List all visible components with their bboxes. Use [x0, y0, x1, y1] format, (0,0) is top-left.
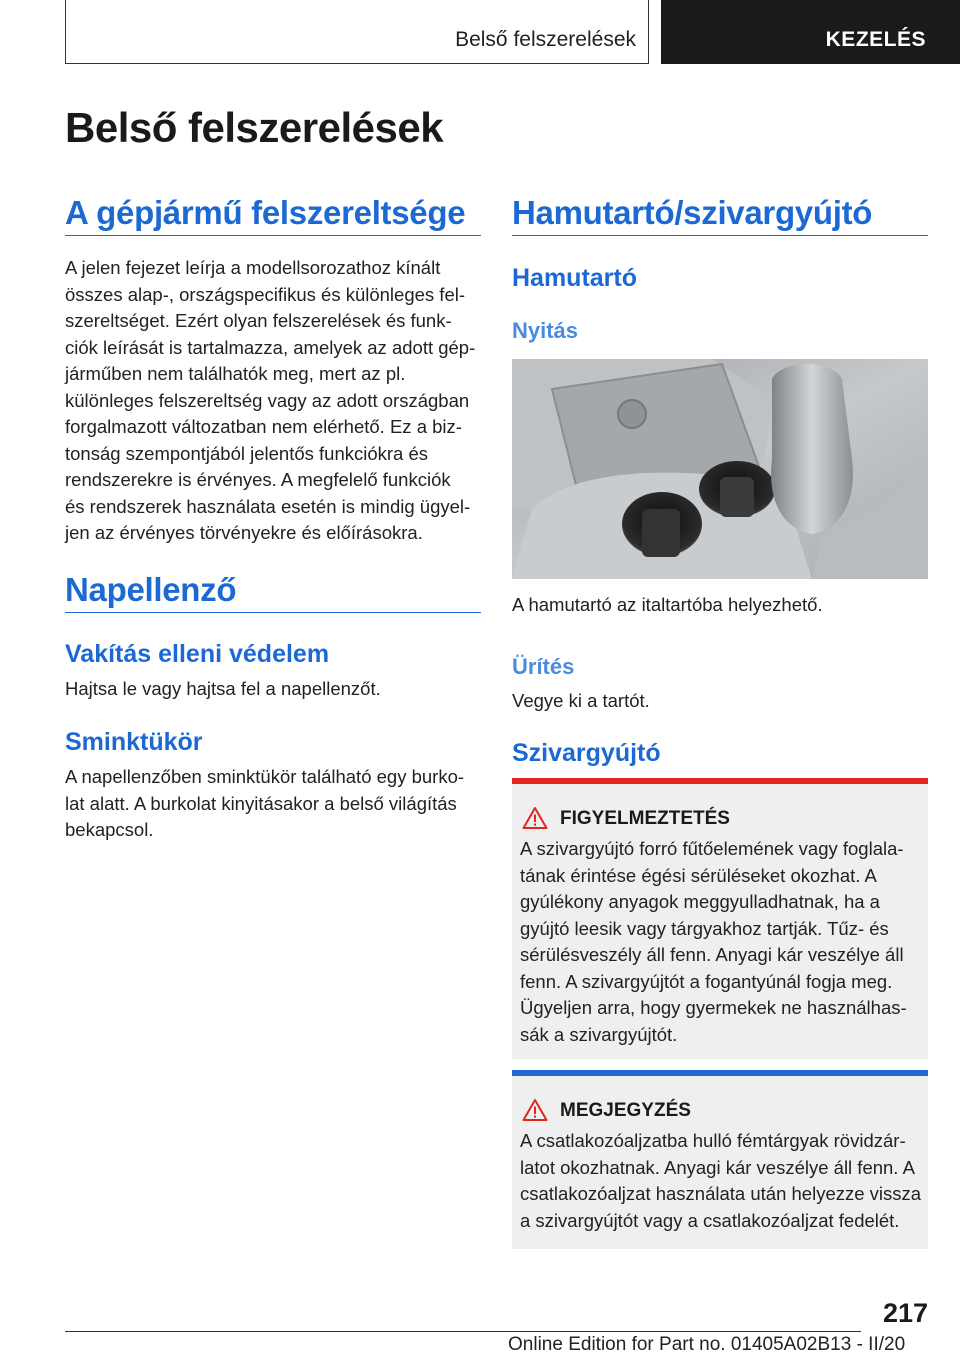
heading-rule [65, 612, 481, 613]
heading-rule [512, 235, 928, 236]
page-number: 217 [882, 1298, 928, 1328]
text-line: fenn. A szivargyújtót a fogantyúnál fogja meg. [520, 970, 893, 992]
text-line: a szivargyújtót vagy a csatlakozóaljzat fedelét. [520, 1209, 900, 1231]
text-line: ciók leírását is tartalmazza, amelyek az adott gép- [65, 336, 476, 358]
footer-edition: Online Edition for Part no. 01405A02B13 - II/20 [508, 1334, 906, 1355]
equipment-paragraph [65, 255, 475, 547]
header-chapter-tab [661, 0, 960, 64]
warning-bar [512, 778, 928, 784]
cupholder-illustration [512, 359, 928, 579]
text-line: sérülésveszély áll fenn. Anyagi kár veszélye áll [520, 944, 904, 965]
text-line: Ügyeljen arra, hogy gyermekek ne használhas- [520, 997, 907, 1018]
text-line: bekapcsol. [65, 819, 154, 840]
heading-ashtray: Hamutartó [512, 264, 638, 292]
text-line: Hajtsa le vagy hajtsa fel a napellenzőt. [65, 678, 381, 699]
text-line: járműben nem találhatók meg, mert az pl. [65, 363, 406, 384]
text-line: latot okozhatnak. Anyagi kár veszélye áll fenn. A [520, 1156, 915, 1178]
text-line: A szivargyújtó forró fűtőelemének vagy foglala- [520, 838, 904, 859]
text-line: és rendszerek használata esetén is mindig ügyel- [65, 495, 471, 517]
heading-glare-protection: Vakítás elleni védelem [65, 640, 330, 668]
text-line: forgalmazott változatban nem elérhető. Ez a biz- [65, 416, 462, 437]
text-line: A hamutartó az italtartóba helyezhető. [512, 594, 823, 615]
text-line: A jelen fejezet leírja a modellsorozathoz kínált [65, 257, 441, 278]
ashtray-caption [512, 592, 823, 619]
text-line: gyúlékony anyagok meggyulladhatnak, ha a [520, 891, 880, 912]
glare-paragraph [65, 676, 381, 703]
notice-text [520, 1128, 921, 1234]
text-line: csatlakozóaljzat használata után helyezze vissza [520, 1183, 922, 1204]
warning-triangle-icon [522, 806, 548, 830]
text-line: tonság szempontjából jelentős funkciókra és [65, 442, 429, 464]
heading-opening: Nyitás [512, 318, 579, 343]
heading-vehicle-equipment: A gépjármű felszereltsége [65, 194, 466, 231]
text-line: Vegye ki a tartót. [512, 690, 650, 711]
warning-box [512, 778, 928, 1059]
mirror-paragraph [65, 764, 464, 844]
heading-emptying: Ürítés [512, 654, 575, 679]
text-line: összes alap-, országspecifikus és különleges fel- [65, 283, 465, 305]
warning-triangle-icon [522, 1098, 548, 1122]
text-line: gyújtó leesik vagy tárgyakhoz tartják. Tűz- és [520, 917, 889, 939]
notice-label: MEGJEGYZÉS [560, 1100, 691, 1121]
header-section-title: Belső felszerelések [455, 28, 636, 51]
text-line: A napellenzőben sminktükör található egy burko- [65, 766, 465, 787]
text-line: sák a szivargyújtót. [520, 1023, 678, 1045]
text-line: lat alatt. A burkolat kinyitásakor a belső világítás [65, 792, 457, 814]
heading-ashtray-lighter: Hamutartó/szivargyújtó [512, 194, 873, 231]
text-line: A csatlakozóaljzatba hulló fémtárgyak rövidzár- [520, 1130, 906, 1151]
text-line: szereltséget. Ezért olyan felszerelések és funk- [65, 310, 452, 331]
page-title: Belső felszerelések [65, 104, 444, 151]
cupholder-ashtray-photo [512, 359, 928, 579]
notice-bar [512, 1070, 928, 1076]
warning-label: FIGYELMEZTETÉS [560, 808, 730, 829]
warning-text [520, 836, 907, 1048]
text-line: tának érintése égési sérüléseket okozhat. A [520, 864, 877, 886]
notice-box [512, 1070, 928, 1249]
emptying-text [512, 688, 650, 715]
heading-sun-visor: Napellenző [65, 571, 237, 608]
text-line: jen az érvényes törvényekre és előírásokra. [65, 522, 423, 543]
text-line: különleges felszereltség vagy az adott országban [65, 389, 470, 411]
heading-vanity-mirror: Sminktükör [65, 728, 203, 756]
text-line: rendszerekre is érvényes. A megfelelő funkciók [65, 469, 451, 490]
heading-rule [65, 235, 481, 236]
header-section-tab [65, 0, 649, 64]
footer-rule [65, 1331, 861, 1332]
heading-cigarette-lighter: Szivargyújtó [512, 739, 661, 767]
header-chapter-title: KEZELÉS [825, 28, 926, 51]
